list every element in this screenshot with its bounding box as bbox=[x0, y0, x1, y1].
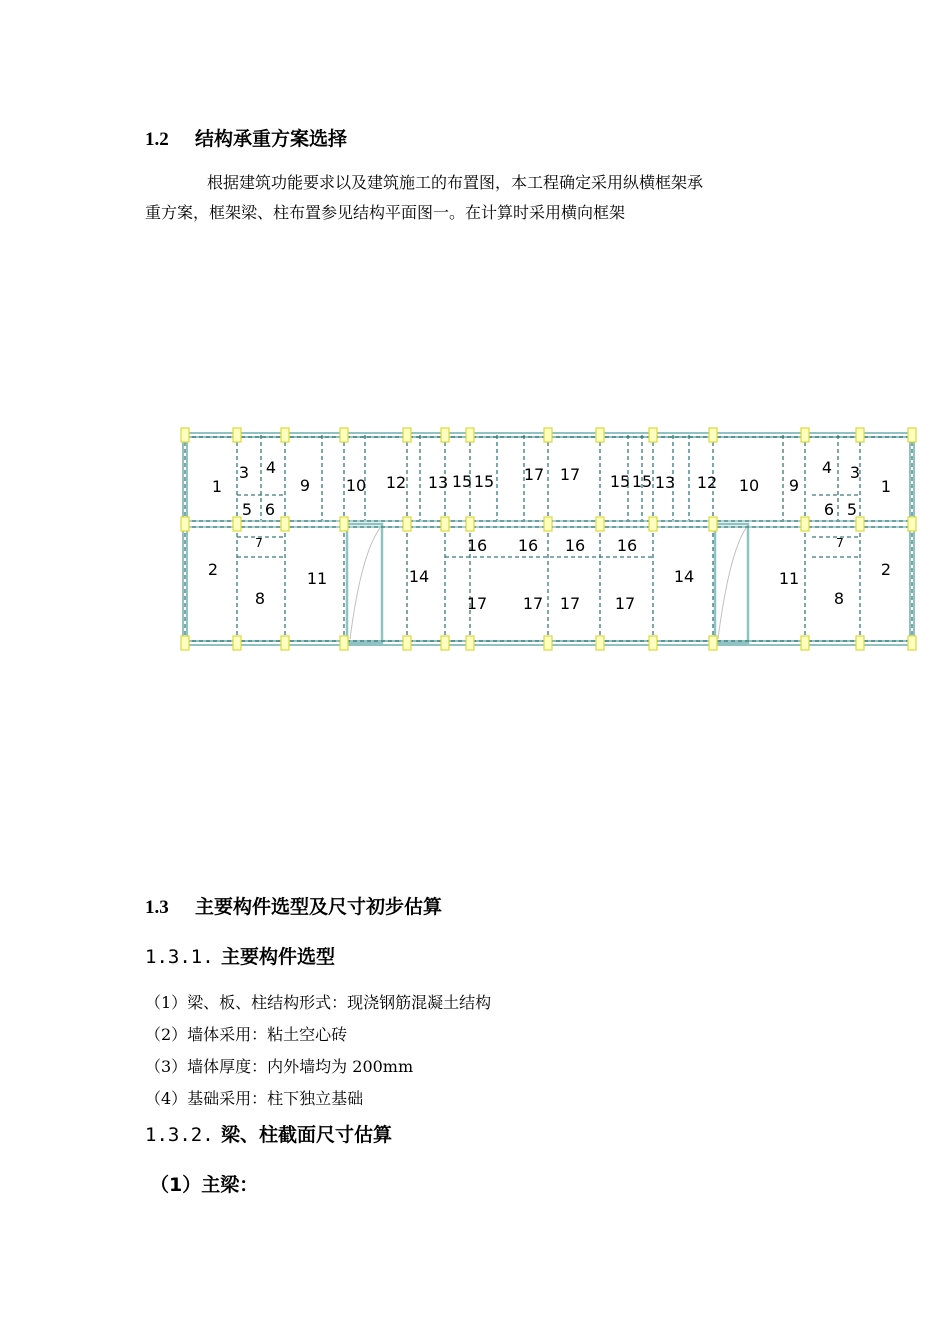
room-label: 11 bbox=[778, 569, 800, 588]
section-number: 1.2 bbox=[145, 129, 169, 150]
room-label: 5 bbox=[846, 500, 858, 519]
room-label: 16 bbox=[616, 536, 638, 555]
column bbox=[908, 636, 916, 650]
column bbox=[403, 428, 411, 442]
section-title: 主要构件选型及尺寸初步估算 bbox=[195, 896, 443, 918]
column bbox=[233, 636, 241, 650]
room-label: 15 bbox=[631, 472, 653, 491]
column bbox=[340, 636, 348, 650]
room-label: 16 bbox=[517, 536, 539, 555]
room-label: 6 bbox=[264, 500, 276, 519]
column bbox=[649, 517, 657, 531]
stair-line bbox=[718, 528, 746, 639]
column bbox=[856, 517, 864, 531]
subsection-number: 1.3.1. bbox=[145, 946, 214, 968]
column bbox=[709, 517, 717, 531]
column bbox=[403, 636, 411, 650]
room-label: 15 bbox=[451, 472, 473, 491]
column bbox=[649, 636, 657, 650]
section-number: 1.3 bbox=[145, 897, 169, 918]
room-label: 15 bbox=[609, 472, 631, 491]
main-beam-heading: （1）主梁： bbox=[150, 1174, 259, 1196]
room-label: 8 bbox=[833, 589, 845, 608]
column bbox=[233, 517, 241, 531]
room-label: 12 bbox=[385, 473, 407, 492]
room-label: 9 bbox=[299, 476, 311, 495]
room-label: 7 bbox=[836, 536, 844, 550]
room-label: 17 bbox=[559, 594, 581, 613]
plan-labels bbox=[208, 458, 891, 613]
room-label: 7 bbox=[255, 536, 263, 550]
paragraph-line-1: 根据建筑功能要求以及建筑施工的布置图，本工程确定采用纵横框架承 bbox=[207, 173, 704, 192]
room-label: 5 bbox=[241, 500, 253, 519]
room-label: 10 bbox=[345, 476, 367, 495]
room-label: 11 bbox=[306, 569, 328, 588]
room-label: 13 bbox=[427, 473, 449, 492]
column bbox=[908, 428, 916, 442]
column bbox=[649, 428, 657, 442]
room-label: 12 bbox=[696, 473, 718, 492]
section-heading-1-3 bbox=[145, 892, 442, 919]
subsection-heading-1-3-2 bbox=[145, 1120, 392, 1147]
room-label: 14 bbox=[408, 567, 430, 586]
column bbox=[596, 428, 604, 442]
room-label: 6 bbox=[823, 500, 835, 519]
structural-floor-plan bbox=[175, 420, 925, 660]
column bbox=[340, 428, 348, 442]
stair-line bbox=[350, 528, 380, 639]
column bbox=[466, 517, 474, 531]
column bbox=[340, 517, 348, 531]
room-label: 4 bbox=[821, 458, 833, 477]
column bbox=[801, 517, 809, 531]
column bbox=[596, 636, 604, 650]
room-label: 15 bbox=[473, 472, 495, 491]
column bbox=[233, 428, 241, 442]
column bbox=[281, 428, 289, 442]
column bbox=[181, 636, 189, 650]
room-label: 16 bbox=[466, 536, 488, 555]
room-label: 8 bbox=[254, 589, 266, 608]
list-item: （3）墙体厚度：内外墙均为 200mm bbox=[145, 1057, 414, 1076]
room-label: 17 bbox=[614, 594, 636, 613]
list-item: （4）基础采用：柱下独立基础 bbox=[145, 1089, 364, 1108]
room-label: 10 bbox=[738, 476, 760, 495]
list-item: （2）墙体采用：粘土空心砖 bbox=[145, 1025, 348, 1044]
column bbox=[466, 636, 474, 650]
column bbox=[281, 636, 289, 650]
section-title: 结构承重方案选择 bbox=[195, 128, 348, 150]
room-label: 3 bbox=[849, 463, 861, 482]
room-label: 2 bbox=[207, 560, 219, 579]
subsection-number: 1.3.2. bbox=[145, 1124, 214, 1146]
room-label: 13 bbox=[654, 473, 676, 492]
column bbox=[709, 636, 717, 650]
column bbox=[856, 636, 864, 650]
plan-columns bbox=[181, 428, 916, 650]
column bbox=[441, 428, 449, 442]
room-label: 3 bbox=[238, 463, 250, 482]
column bbox=[441, 517, 449, 531]
room-label: 1 bbox=[211, 477, 223, 496]
column bbox=[544, 636, 552, 650]
column bbox=[281, 517, 289, 531]
room-label: 14 bbox=[673, 567, 695, 586]
column bbox=[801, 428, 809, 442]
column bbox=[709, 428, 717, 442]
column bbox=[181, 517, 189, 531]
column bbox=[596, 517, 604, 531]
room-label: 2 bbox=[880, 560, 892, 579]
room-label: 16 bbox=[564, 536, 586, 555]
room-label: 4 bbox=[265, 458, 277, 477]
subsection-heading-1-3-1 bbox=[145, 942, 335, 969]
room-label: 17 bbox=[559, 465, 581, 484]
column bbox=[181, 428, 189, 442]
column bbox=[466, 428, 474, 442]
column bbox=[403, 517, 411, 531]
plan-beams bbox=[185, 435, 912, 643]
section-heading-1-2 bbox=[145, 124, 347, 151]
column bbox=[441, 636, 449, 650]
list-item: （1）梁、板、柱结构形式：现浇钢筋混凝土结构 bbox=[145, 993, 492, 1012]
column bbox=[544, 517, 552, 531]
room-label: 9 bbox=[788, 476, 800, 495]
paragraph bbox=[145, 168, 815, 228]
subsection-title: 主要构件选型 bbox=[221, 946, 336, 968]
room-label: 17 bbox=[466, 594, 488, 613]
column bbox=[856, 428, 864, 442]
column bbox=[544, 428, 552, 442]
room-label: 1 bbox=[880, 477, 892, 496]
subsection-title: 梁、柱截面尺寸估算 bbox=[221, 1124, 393, 1146]
column bbox=[801, 636, 809, 650]
room-label: 17 bbox=[523, 465, 545, 484]
column bbox=[908, 517, 916, 531]
room-label: 17 bbox=[522, 594, 544, 613]
paragraph-line-2: 重方案，框架梁、柱布置参见结构平面图一。在计算时采用横向框架 bbox=[145, 203, 626, 222]
